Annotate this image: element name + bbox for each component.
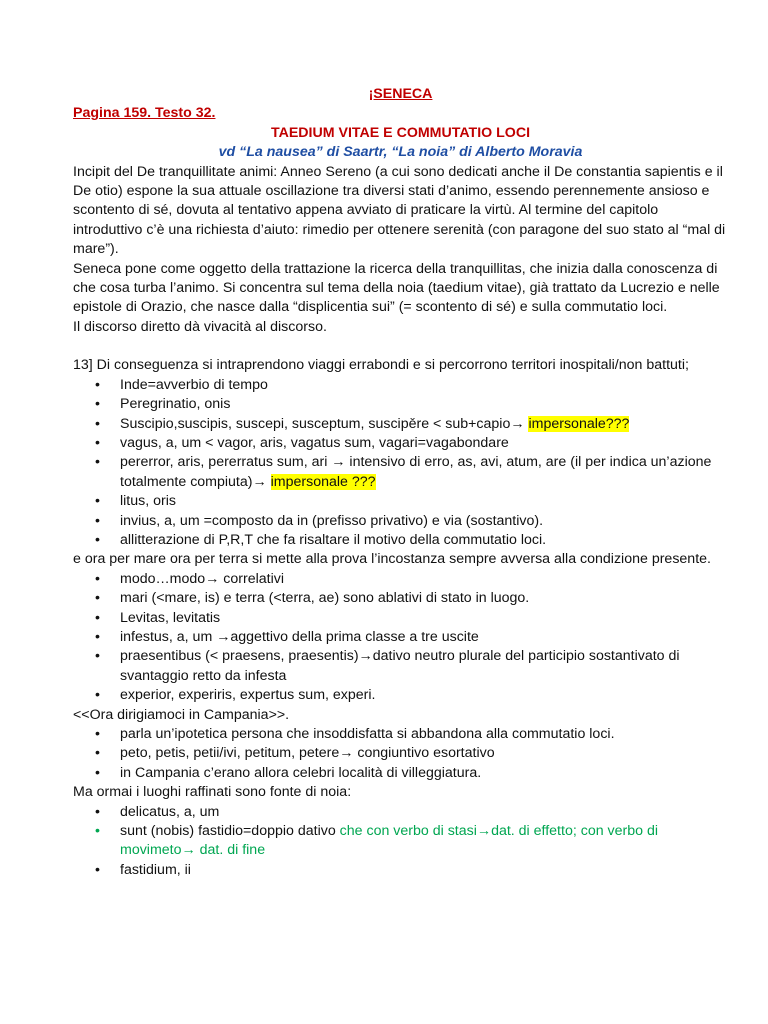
bullet-icon: • [95,628,100,645]
reference-line: vd “La nausea” di Saartr, “La noia” di Alberto Moravia [218,144,583,161]
bullet-icon: • [95,396,100,413]
section-13-text: 13] Di conseguenza si intraprendono viaggi errabondi e si percorrono territori inospitali/non battuti; [73,357,689,374]
bullet-icon: • [95,415,100,432]
bullet-icon: • [95,803,100,820]
highlight-note: impersonale??? [528,415,630,432]
bullet-icon: • [95,434,100,451]
bullet-icon: • [95,531,100,548]
intro-paragraph-1: Incipit del De tranquillitate animi: Anneo Sereno (a cui sono dedicati anche il De constantia sapientis e il De otio) espone la sua attuale oscillazione tra diversi stati d’animo, essendo perennemente ansioso e scontento di sé, dovuta al tentativo appena avviato di praticare la virtù. Al termine del capitolo introduttivo c’è una richiesta d’aiuto: rimedio per ottenere serenità (con paragone del suo stato al “mal di mare”). [73,163,726,258]
list-item: • parla un’ipotetica persona che insoddisfatta si abbandona alla commutatio loci. [73,725,728,744]
section-mare-terra-list [73,570,728,706]
list-item: • sunt (nobis) fastidio=doppio dativo che con verbo di stasi→dat. di effetto; con verbo di movimeto→ dat. di fine [95,823,659,859]
list-item: • Inde=avverbio di tempo [73,376,728,395]
section-campania-list [73,725,728,783]
list-item: • Levitas, levitatis [73,609,728,628]
bullet-icon: • [95,590,100,607]
section-campania-text: <<Ora dirigiamoci in Campania>>. [73,706,290,723]
list-item: • litus, oris [73,492,728,511]
list-item: • vagus, a, um < vagor, aris, vagatus sum, vagari=vagabondare [73,434,728,453]
section-13-list [73,376,728,551]
list-item: • mari (<mare, is) e terra (<terra, ae) sono ablativi di stato in luogo. [73,589,728,608]
list-item: • fastidium, ii [73,861,728,880]
list-item: • peto, petis, petii/ivi, petitum, petere→ congiuntivo esortativo [73,744,728,763]
list-item: • Peregrinatio, onis [73,395,728,414]
bullet-icon: • [95,493,100,510]
highlight-note: impersonale ??? [270,473,376,490]
bullet-icon: • [95,454,100,471]
page-reference: Pagina 159. Testo 32. [73,105,216,122]
bullet-icon: • [95,609,100,626]
list-item: • modo…modo→ correlativi [73,570,728,589]
bullet-icon: • [95,861,100,878]
list-item: • allitterazione di P,R,T che fa risaltare il motivo della commutatio loci. [73,531,728,550]
bullet-icon: • [95,648,100,665]
list-item: • pererror, aris, pererratus sum, ari → intensivo di erro, as, avi, atum, are (il per indica un’azione totalmente compiuta)→ impersonale ??? [95,454,712,490]
bullet-icon: • [95,512,100,529]
green-note: che con verbo di stasi→dat. di effetto; con verbo di movimeto→ dat. di fine [120,823,659,859]
bullet-icon: • [95,764,100,781]
bullet-icon: • [95,745,100,762]
list-item: • praesentibus (< praesens, praesentis)→dativo neutro plurale del participio sostantivato di svantaggio retto da infesta [95,648,680,684]
list-item: • in Campania c’erano allora celebri località di villeggiatura. [73,764,728,783]
list-item: • Suscipio,suscipis, suscepi, susceptum, suscipěre < sub+capio→ impersonale??? [73,415,728,434]
bullet-icon: • [95,687,100,704]
list-item: • infestus, a, um →aggettivo della prima classe a tre uscite [73,628,728,647]
section-noia-list [73,803,728,881]
list-item: • invius, a, um =composto da in (prefisso privativo) e via (sostantivo). [73,512,728,531]
bullet-icon: • [95,376,100,393]
section-mare-terra-text: e ora per mare ora per terra si mette alla prova l’incostanza sempre avversa alla condizione presente. [73,551,711,568]
intro-paragraph-3: Il discorso diretto dà vivacità al discorso. [73,318,327,335]
doc-title: ¡SENECA [368,86,433,102]
list-item: • experior, experiris, expertus sum, experi. [73,686,728,705]
intro-paragraph-2: Seneca pone come oggetto della trattazione la ricerca della tranquillitas, che inizia dalla conoscenza di che cosa turba l’animo. Si concentra sul tema della noia (taedium vitae), già trattato da Lucrezio e nelle epistole di Orazio, che nasce dalla “displicentia sui” (= scontento di sé) e sulla commutatio loci. [73,260,720,316]
doc-subtitle: TAEDIUM VITAE E COMMUTATIO LOCI [270,124,531,141]
list-item: • delicatus, a, um [73,803,728,822]
bullet-icon: • [95,726,100,742]
bullet-icon: • [95,570,100,587]
bullet-icon: • [95,823,100,840]
section-noia-text: Ma ormai i luoghi raffinati sono fonte di noia: [73,784,352,801]
